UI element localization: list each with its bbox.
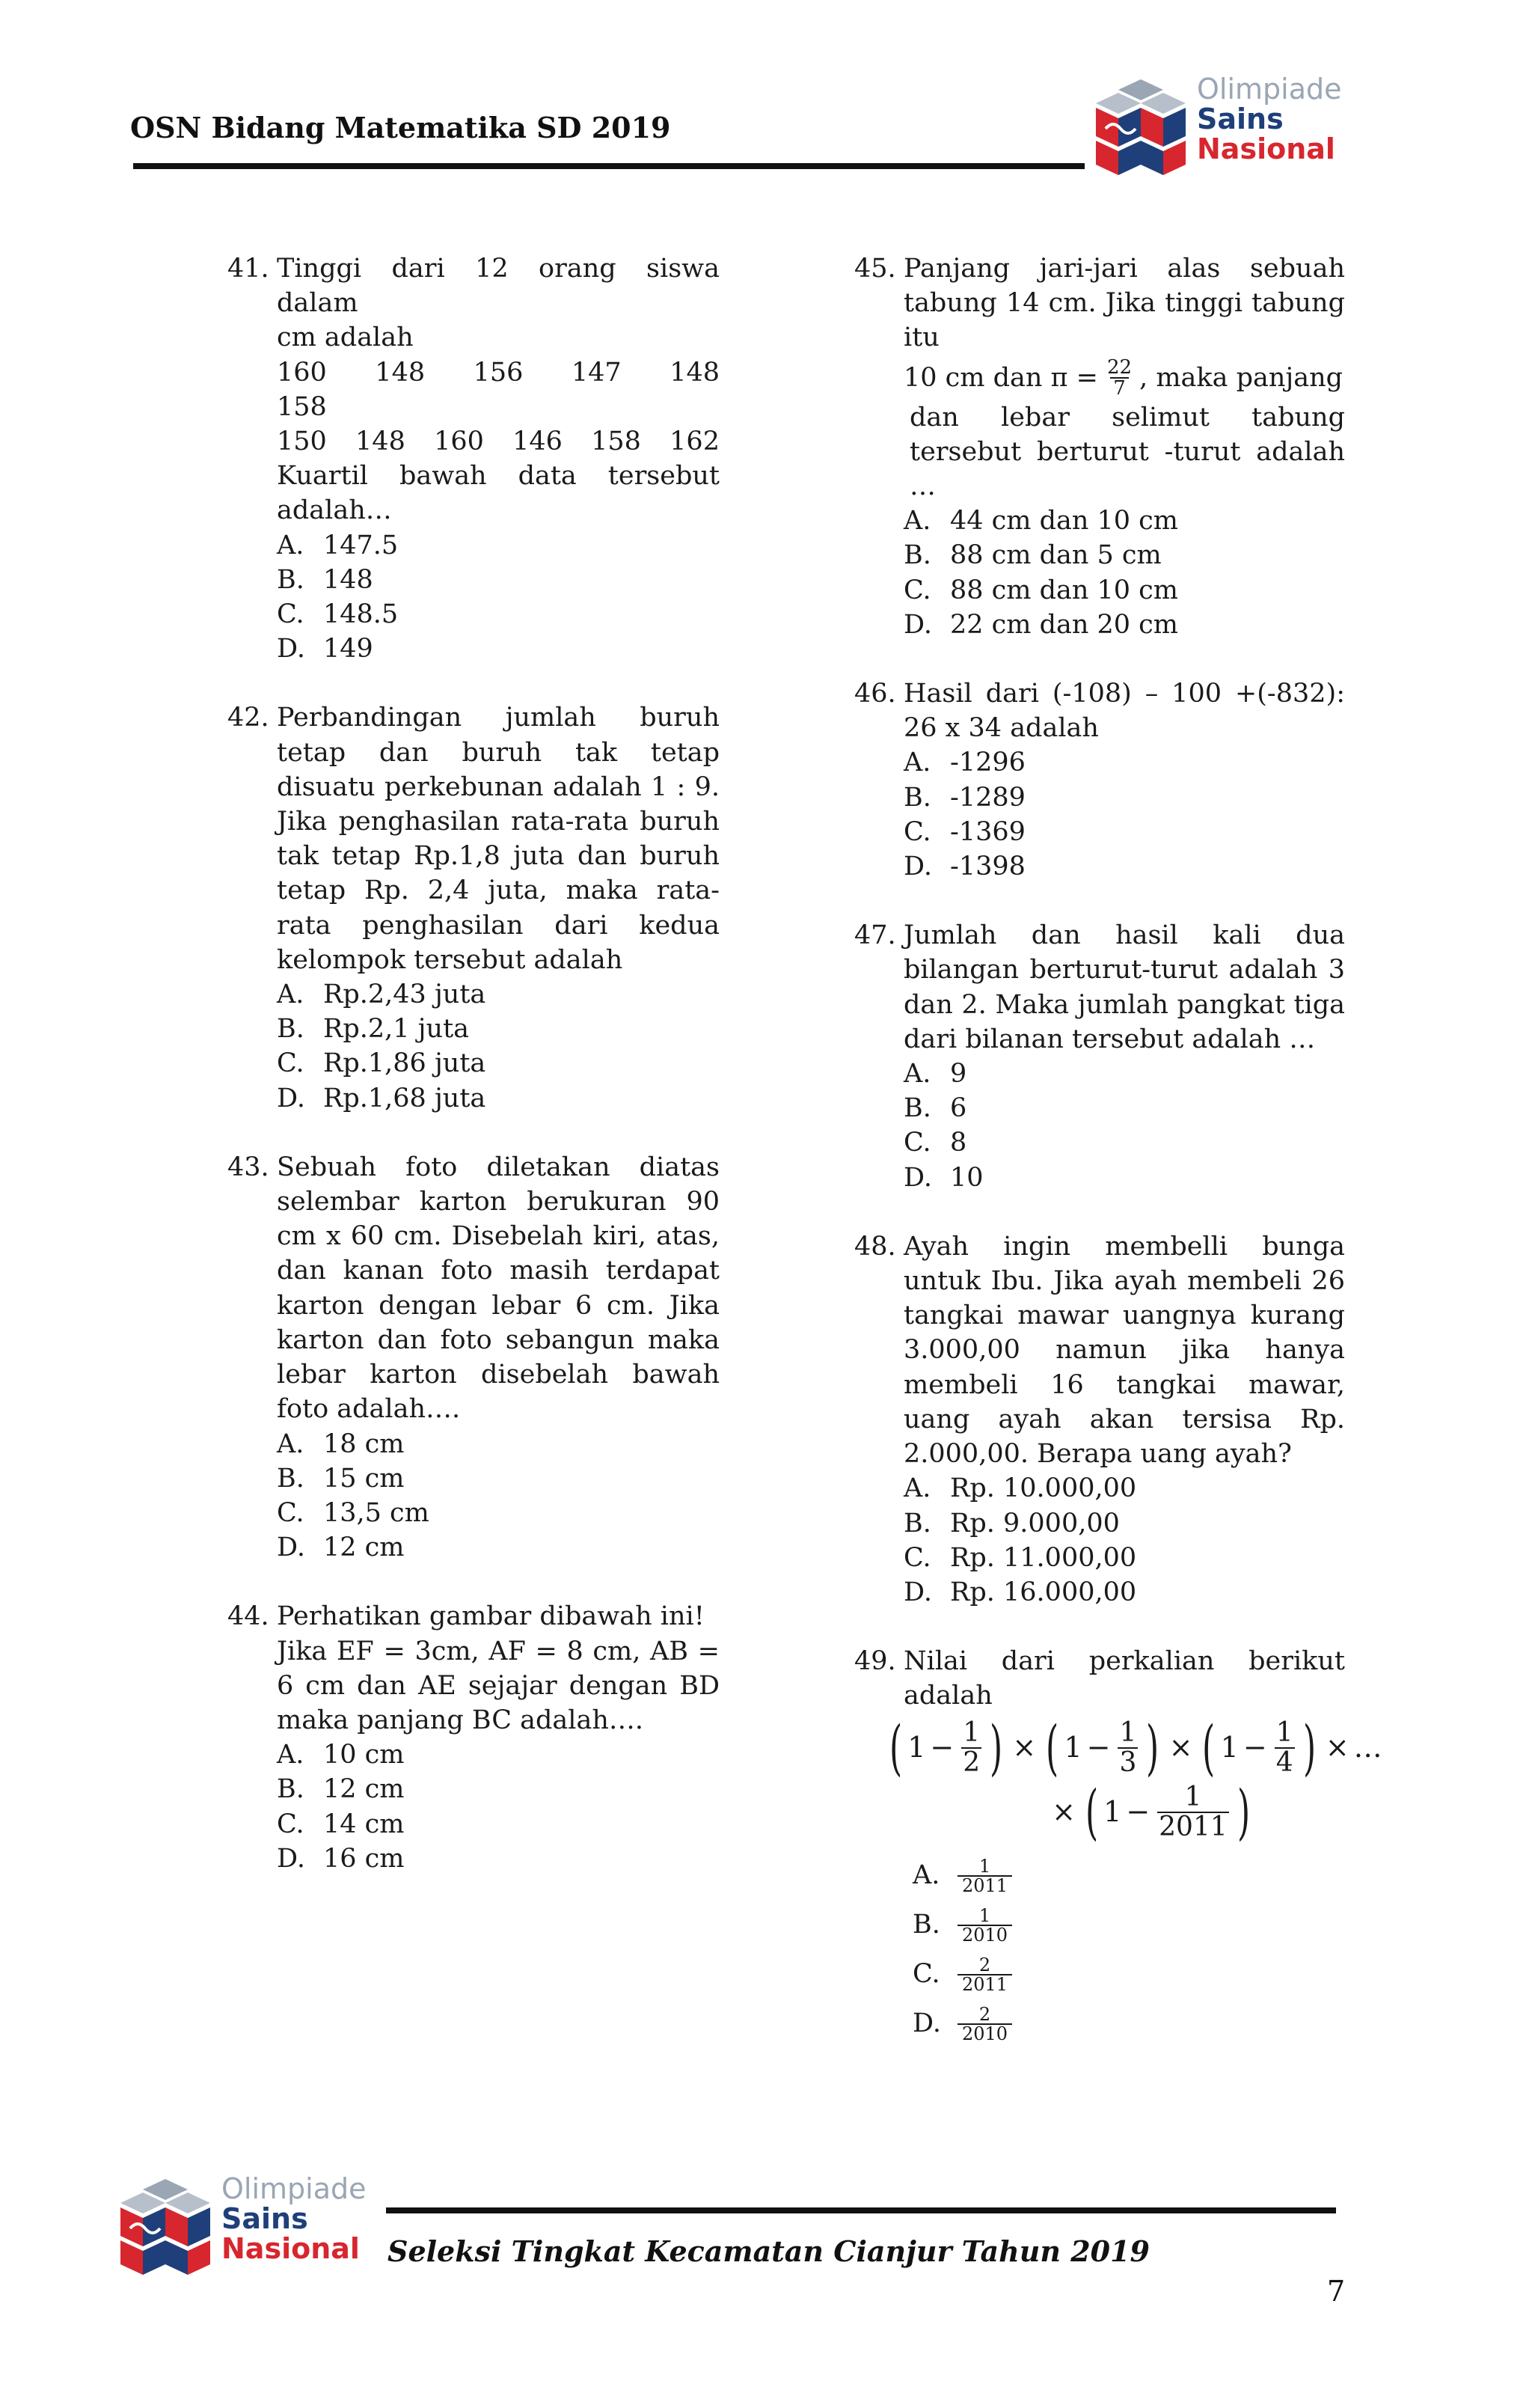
option-a[interactable]: A. 9 — [904, 1059, 967, 1090]
question-text: Sebuah foto diletakan diatas selembar karton berukuran 90 cm x 60 cm. Disebelah kiri, atas, dan kanan foto masih terdapat karton dengan lebar 6 cm. Jika karton dan foto sebangun maka lebar karton disebelah bawah foto adalah…. — [277, 1152, 720, 1425]
option-b[interactable]: B. Rp. 9.000,00 — [904, 1508, 1120, 1538]
question-text: Panjang jari-jari alas sebuah tabung 14 cm. Jika tinggi tabung itu — [904, 254, 1345, 353]
option-b[interactable]: B. $\frac{1}{2010}$ — [913, 1901, 1345, 1950]
header-divider — [133, 163, 1085, 169]
right-column — [854, 251, 1382, 2083]
question-45 — [854, 251, 1345, 642]
pi-fraction: $\frac{22}{7}$ — [1106, 355, 1133, 400]
question-text: Hasil dari (-108) – 100 +(-832): 26 x 34 adalah — [904, 679, 1345, 744]
option-c[interactable]: C. Rp. 11.000,00 — [904, 1542, 1137, 1573]
option-d[interactable]: D. Rp.1,68 juta — [277, 1083, 486, 1113]
question-42 — [227, 700, 720, 1115]
option-b[interactable]: B. 15 cm — [277, 1463, 405, 1494]
option-d[interactable]: D. -1398 — [904, 852, 1026, 882]
option-d[interactable]: D. Rp. 16.000,00 — [904, 1577, 1137, 1607]
answer-options — [277, 977, 720, 1116]
option-d[interactable]: D. 12 cm — [277, 1532, 405, 1563]
question-text: Perbandingan jumlah buruh tetap dan buruh tak tetap disuatu perkebunan adalah 1 : 9. Jika penghasilan rata-rata buruh tak tetap Rp.1,8 juta dan buruh tetap Rp. 2,4 juta, maka rata-rata penghasilan dari kedua kelompok tersebut adalah — [277, 703, 720, 975]
option-a[interactable]: A. 147.5 — [277, 530, 399, 560]
footer-title: Seleksi Tingkat Kecamatan Cianjur Tahun 2019 — [387, 2234, 1150, 2268]
product-equation: ( 1 − $\frac{1}{2}$ ) × ( 1 − $\frac{1}{3}$ ) × ( 1 − $\frac{1}{4}$ ) × … × ( 1 − $\frac{1}{2011}$ ) — [889, 1712, 1382, 1847]
osn-logo-text: Olimpiade Sains Nasional — [221, 2172, 367, 2265]
question-46 — [854, 676, 1345, 884]
option-d[interactable]: D. 16 cm — [277, 1843, 405, 1874]
osn-logo-footer — [117, 2172, 367, 2282]
question-text: Jumlah dan hasil kali dua bilangan berturut-turut adalah 3 dan 2. Maka jumlah pangkat tiga dari bilanan tersebut adalah … — [904, 920, 1345, 1054]
footer-divider — [386, 2207, 1336, 2213]
answer-options — [277, 1738, 720, 1876]
page-number: 7 — [1327, 2275, 1346, 2308]
option-a[interactable]: A. Rp. 10.000,00 — [904, 1473, 1137, 1504]
answer-options — [277, 1427, 720, 1565]
osn-logo — [1092, 73, 1342, 183]
option-d[interactable]: D. $\frac{2}{2010}$ — [913, 1999, 1345, 2049]
question-number: 48. — [854, 1231, 896, 1262]
osn-logo-text: Olimpiade Sains Nasional — [1197, 73, 1342, 165]
option-c[interactable]: C. Rp.1,86 juta — [277, 1048, 486, 1079]
option-b[interactable]: B. Rp.2,1 juta — [277, 1014, 469, 1045]
question-text-intro: Perhatikan gambar dibawah ini! — [277, 1601, 705, 1632]
question-43 — [227, 1150, 720, 1565]
option-b[interactable]: B. 6 — [904, 1093, 967, 1124]
option-d[interactable]: D. 10 — [904, 1162, 984, 1193]
question-number: 44. — [227, 1601, 269, 1632]
question-text: dan lebar selimut tabung tersebut berturut -turut adalah … — [910, 402, 1345, 502]
question-number: 45. — [854, 254, 896, 284]
question-number: 47. — [854, 920, 896, 951]
option-a[interactable]: A. $\frac{1}{2011}$ — [913, 1851, 1345, 1901]
question-text: Nilai dari perkalian berikut adalah — [904, 1646, 1345, 1711]
option-b[interactable]: B. -1289 — [904, 782, 1026, 813]
question-number: 43. — [227, 1152, 269, 1182]
question-number: 46. — [854, 679, 896, 709]
question-text: Jika EF = 3cm, AF = 8 cm, AB = 6 cm dan AE sejajar dengan BD maka panjang BC adalah…. — [277, 1636, 720, 1735]
option-b[interactable]: B. 12 cm — [277, 1774, 405, 1805]
question-number: 41. — [227, 254, 269, 284]
answer-options — [904, 1471, 1345, 1610]
option-b[interactable]: B. 148 — [277, 564, 373, 595]
option-b[interactable]: B. 88 cm dan 5 cm — [904, 540, 1162, 571]
question-47 — [854, 918, 1345, 1195]
answer-options — [913, 1851, 1345, 2049]
data-row-1: 160 148 156 147 148 — [277, 357, 720, 388]
answer-options — [904, 504, 1345, 642]
question-41: 41. Tinggi dari 12 orang siswa dalam cm adalah 160 148 156 147 148 158 150 148 160 146 158 162 Kuartil bawah data tersebut adalah… A. 147.5 B. 148 C. 148.5 D. 149 — [227, 251, 720, 666]
option-a[interactable]: A. 18 cm — [277, 1428, 405, 1459]
option-c[interactable]: C. 13,5 cm — [277, 1497, 429, 1528]
question-text-pi: 10 cm dan π = $\frac{22}{7}$ , maka panjang — [904, 355, 1343, 400]
option-d[interactable]: D. 22 cm dan 20 cm — [904, 609, 1178, 640]
option-c[interactable]: C. 14 cm — [277, 1809, 405, 1839]
page-header-title: OSN Bidang Matematika SD 2019 — [130, 111, 671, 144]
left-column — [227, 251, 720, 1910]
option-a[interactable]: A. 44 cm dan 10 cm — [904, 506, 1178, 537]
option-d[interactable]: D. 149 — [277, 634, 373, 664]
option-c[interactable]: C. 148.5 — [277, 599, 399, 630]
question-number: 49. — [854, 1646, 896, 1677]
question-number: 42. — [227, 703, 269, 733]
option-c[interactable]: C. -1369 — [904, 816, 1026, 847]
option-c[interactable]: C. $\frac{2}{2011}$ — [913, 1950, 1345, 1999]
answer-options — [277, 528, 720, 667]
option-a[interactable]: A. -1296 — [904, 748, 1026, 778]
answer-options — [904, 1057, 1345, 1195]
option-a[interactable]: A. Rp.2,43 juta — [277, 980, 486, 1010]
question-48 — [854, 1229, 1345, 1610]
answer-options — [904, 745, 1345, 884]
question-text: Ayah ingin membelli bunga untuk Ibu. Jika ayah membeli 26 tangkai mawar uangnya kurang 3.000,00 namun jika hanya membeli 16 tangkai mawar, uang ayah akan tersisa Rp. 2.000,00. Berapa uang ayah? — [904, 1231, 1345, 1470]
question-49 — [854, 1644, 1382, 2048]
data-row-2: 150 148 160 146 158 162 — [277, 427, 720, 457]
option-a[interactable]: A. 10 cm — [277, 1740, 405, 1770]
osn-logo-icon — [117, 2175, 214, 2279]
option-c[interactable]: C. 88 cm dan 10 cm — [904, 575, 1178, 605]
question-44 — [227, 1599, 720, 1876]
option-c[interactable]: C. 8 — [904, 1128, 967, 1158]
osn-logo-icon — [1092, 75, 1189, 180]
